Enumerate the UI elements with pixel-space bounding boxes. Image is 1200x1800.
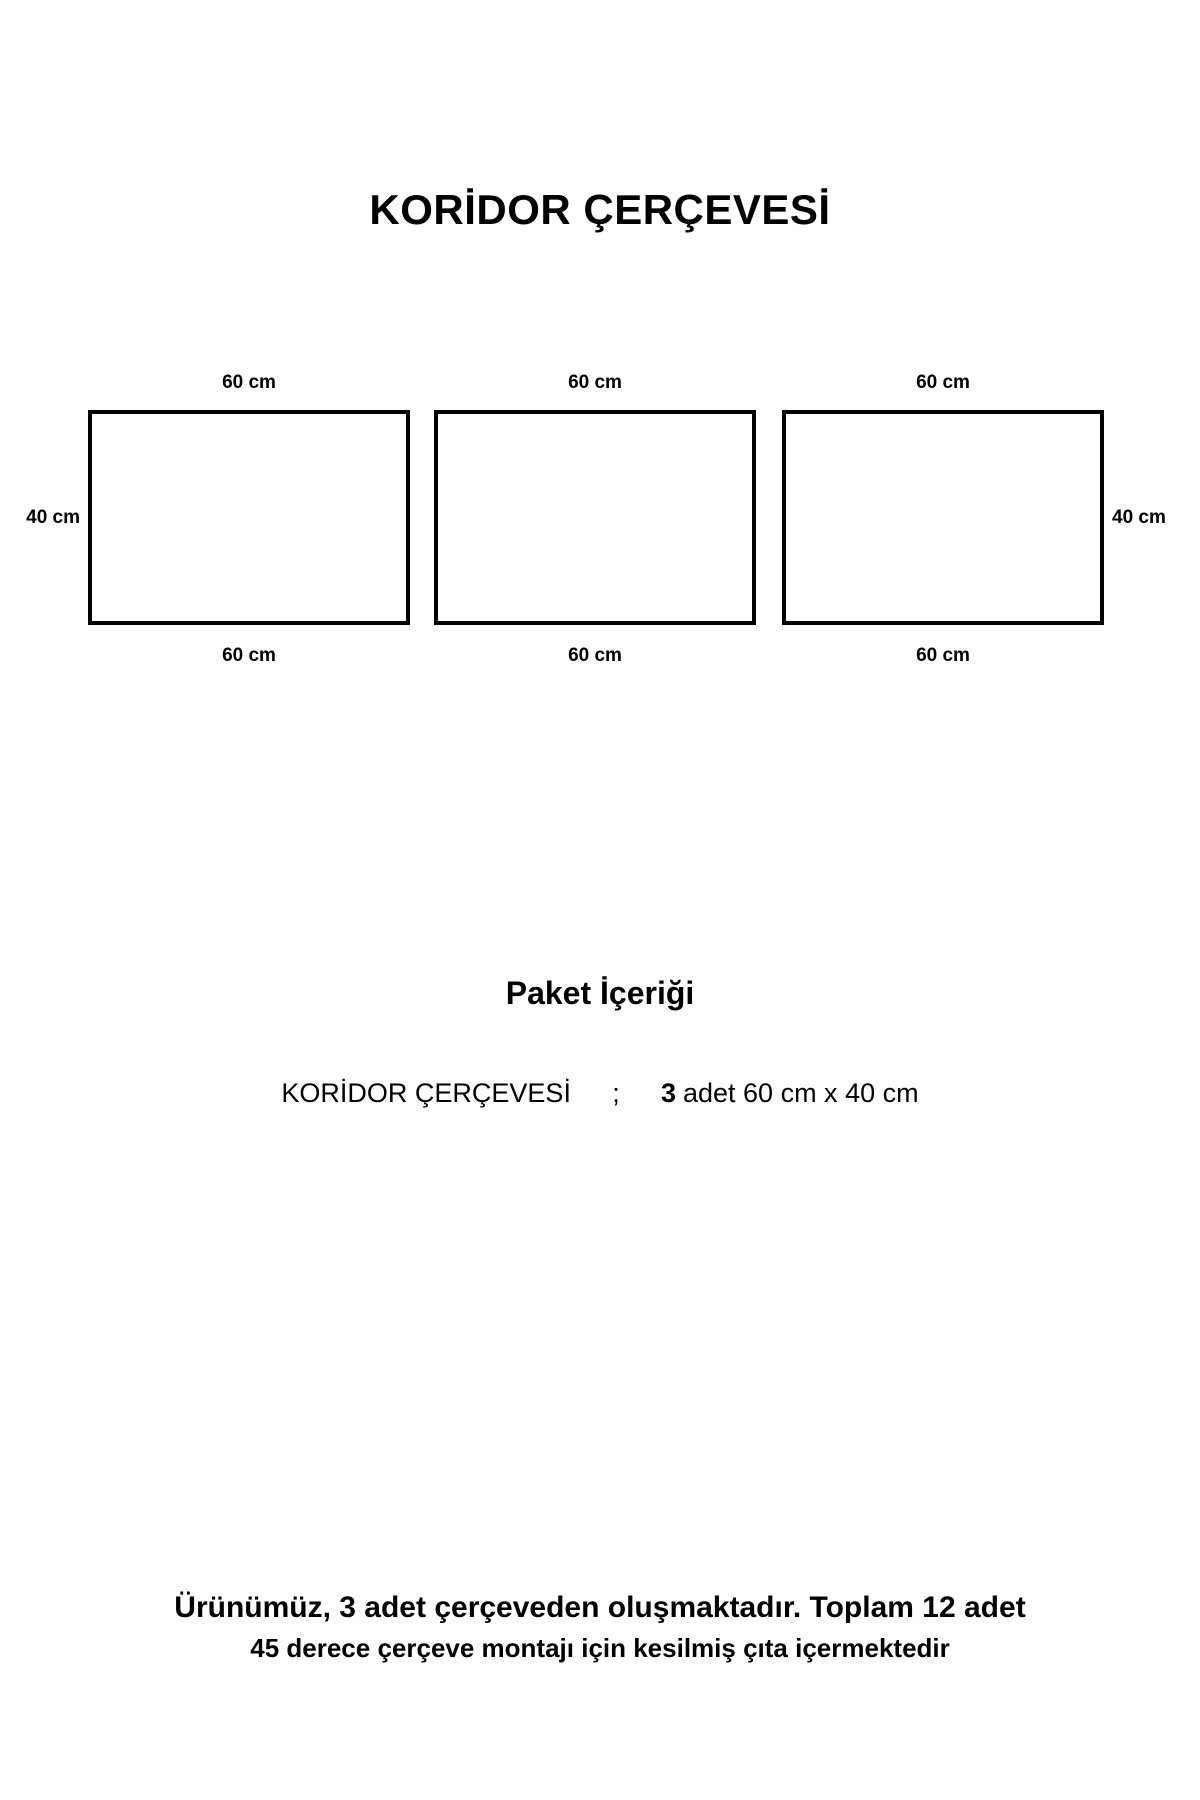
frame-3-bottom-dimension: 60 cm (916, 645, 970, 666)
frame-2-top-dimension: 60 cm (568, 372, 622, 393)
package-item-description: adet 60 cm x 40 cm (682, 1078, 919, 1108)
package-separator: ; (612, 1078, 620, 1108)
frame-3-right-dimension: 40 cm (1112, 506, 1166, 528)
frame-box-2 (434, 372, 756, 666)
frame-group-2 (434, 372, 756, 666)
frame-2-bottom-dimension: 60 cm (568, 645, 622, 666)
frame-1-bottom-dimension: 60 cm (222, 645, 276, 666)
frame-1-left-dimension: 40 cm (26, 506, 80, 528)
frame-group-3 (782, 372, 1166, 666)
frame-diagram (0, 355, 1200, 685)
frame-1-top-dimension: 60 cm (222, 372, 276, 393)
footer-note-primary: Ürünümüz, 3 adet çerçeveden oluşmaktadır. Toplam 12 adet (174, 1591, 1026, 1624)
footer-notes (0, 1588, 1200, 1668)
footer-note-secondary: 45 derece çerçeve montajı için kesilmiş çıta içermektedir (250, 1632, 950, 1663)
frame-box-1 (26, 372, 410, 666)
package-item-quantity: 3 (660, 1078, 676, 1108)
frame-group-1 (26, 372, 410, 666)
frame-3-top-dimension: 60 cm (916, 372, 970, 393)
package-item-name: KORİDOR ÇERÇEVESİ (281, 1078, 571, 1108)
frame-box-3 (782, 372, 1166, 666)
page-title: KORİDOR ÇERÇEVESİ (369, 186, 831, 233)
package-contents-row (0, 1078, 1200, 1109)
package-contents-heading: Paket İçeriği (505, 975, 695, 1011)
